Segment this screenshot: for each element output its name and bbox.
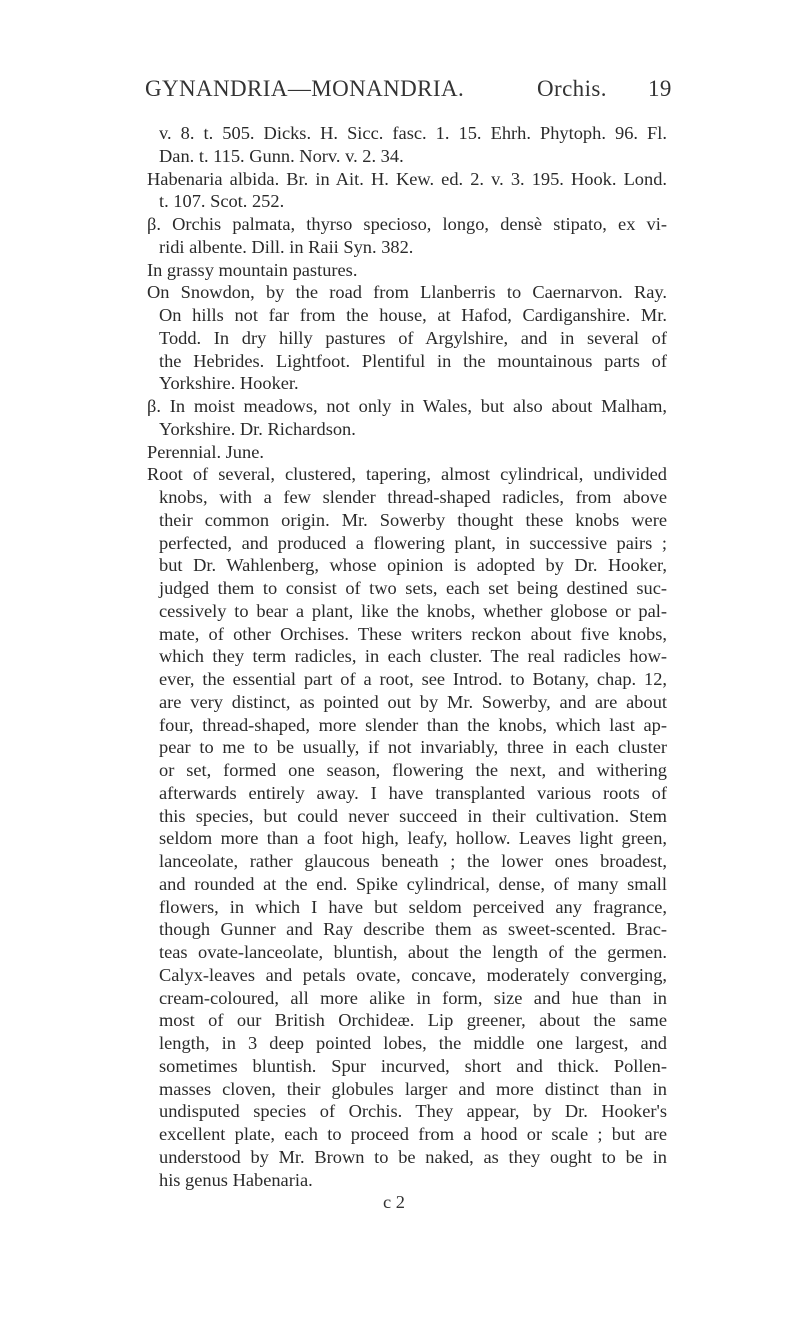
text-line: sometimes bluntish. Spur incurved, short and thick. Pollen- xyxy=(159,1055,667,1076)
text-line: cream-coloured, all more alike in form, size and hue than in xyxy=(159,987,667,1008)
text-line: judged them to consist of two sets, each set being destined suc- xyxy=(159,578,667,598)
text-line: lanceolate, rather glaucous beneath ; the lower ones broadest, xyxy=(159,851,667,871)
text-line: Root of several, clustered, tapering, almost cylindrical, undivided xyxy=(147,464,667,485)
text-line: t. 107. Scot. 252. xyxy=(159,191,285,212)
text-line: four, thread-shaped, more slender than the knobs, which last ap- xyxy=(159,714,667,735)
text-line: In grassy mountain pastures. xyxy=(147,259,358,280)
signature-mark: c 2 xyxy=(383,1192,405,1212)
text-line: undisputed species of Orchis. They appear, by Dr. Hooker's xyxy=(159,1101,667,1122)
text-line: are very distinct, as pointed out by Mr. Sowerby, and are about xyxy=(159,691,667,712)
text-line: seldom more than a foot high, leafy, hollow. Leaves light green, xyxy=(159,828,667,849)
text-line: β. In moist meadows, not only in Wales, but also about Malham, xyxy=(147,396,667,416)
text-line: perfected, and produced a flowering plant, in successive pairs ; xyxy=(159,532,667,553)
text-line: On Snowdon, by the road from Llanberris to Caernarvon. Ray. xyxy=(147,282,667,303)
text-line: ever, the essential part of a root, see Introd. to Botany, chap. 12, xyxy=(159,669,667,689)
running-head-genus: Orchis. xyxy=(537,76,607,101)
text-line: flowers, in which I have but seldom perceived any fragrance, xyxy=(159,896,667,917)
text-line: On hills not far from the house, at Hafod, Cardiganshire. Mr. xyxy=(159,305,667,325)
running-head-title: GYNANDRIA—MONANDRIA. xyxy=(145,76,465,101)
text-line: pear to me to be usually, if not invariably, three in each cluster xyxy=(159,737,667,758)
text-line: mate, of other Orchises. These writers reckon about five knobs, xyxy=(159,623,667,644)
text-line: their common origin. Mr. Sowerby thought these knobs were xyxy=(159,509,667,530)
text-line: Perennial. June. xyxy=(147,441,264,462)
text-line: his genus Habenaria. xyxy=(159,1169,313,1190)
text-line: β. Orchis palmata, thyrso specioso, longo, densè stipato, ex vi- xyxy=(147,214,667,234)
text-line: though Gunner and Ray describe them as sweet-scented. Brac- xyxy=(159,919,667,940)
text-line: afterwards entirely away. I have transplanted various roots of xyxy=(159,782,667,803)
text-line: this species, but could never succeed in their cultivation. Stem xyxy=(159,805,667,826)
text-line: most of our British Orchideæ. Lip greener, about the same xyxy=(159,1010,667,1031)
body-text xyxy=(147,122,667,1191)
text-line: cessively to bear a plant, like the knobs, whether globose or pal- xyxy=(159,600,667,621)
text-line: v. 8. t. 505. Dicks. H. Sicc. fasc. 1. 15. Ehrh. Phytoph. 96. Fl. xyxy=(159,123,667,143)
text-line: knobs, with a few slender thread-shaped radicles, from above xyxy=(159,487,667,507)
text-line: Calyx-leaves and petals ovate, concave, moderately converging, xyxy=(159,964,667,985)
text-line: teas ovate-lanceolate, bluntish, about the length of the germen. xyxy=(159,942,667,962)
text-line: but Dr. Wahlenberg, whose opinion is adopted by Dr. Hooker, xyxy=(159,555,667,576)
text-line: and rounded at the end. Spike cylindrical, dense, of many small xyxy=(159,873,667,894)
text-line: length, in 3 deep pointed lobes, the middle one largest, and xyxy=(159,1033,667,1053)
text-line: which they term radicles, in each cluster. The real radicles how- xyxy=(159,646,667,667)
text-line: or set, formed one season, flowering the next, and withering xyxy=(159,760,667,780)
page-number: 19 xyxy=(648,76,672,101)
text-line: Yorkshire. Hooker. xyxy=(159,373,299,394)
text-line: understood by Mr. Brown to be naked, as they ought to be in xyxy=(159,1146,667,1167)
text-line: excellent plate, each to proceed from a hood or scale ; but are xyxy=(159,1124,667,1144)
text-line: the Hebrides. Lightfoot. Plentiful in the mountainous parts of xyxy=(159,350,667,371)
text-line: masses cloven, their globules larger and more distinct than in xyxy=(159,1078,667,1099)
text-line: Todd. In dry hilly pastures of Argylshire, and in several of xyxy=(159,327,667,348)
text-line: ridi albente. Dill. in Raii Syn. 382. xyxy=(159,236,414,257)
text-line: Dan. t. 115. Gunn. Norv. v. 2. 34. xyxy=(159,145,404,166)
text-line: Habenaria albida. Br. in Ait. H. Kew. ed. 2. v. 3. 195. Hook. Lond. xyxy=(147,168,667,189)
text-line: Yorkshire. Dr. Richardson. xyxy=(159,418,356,439)
